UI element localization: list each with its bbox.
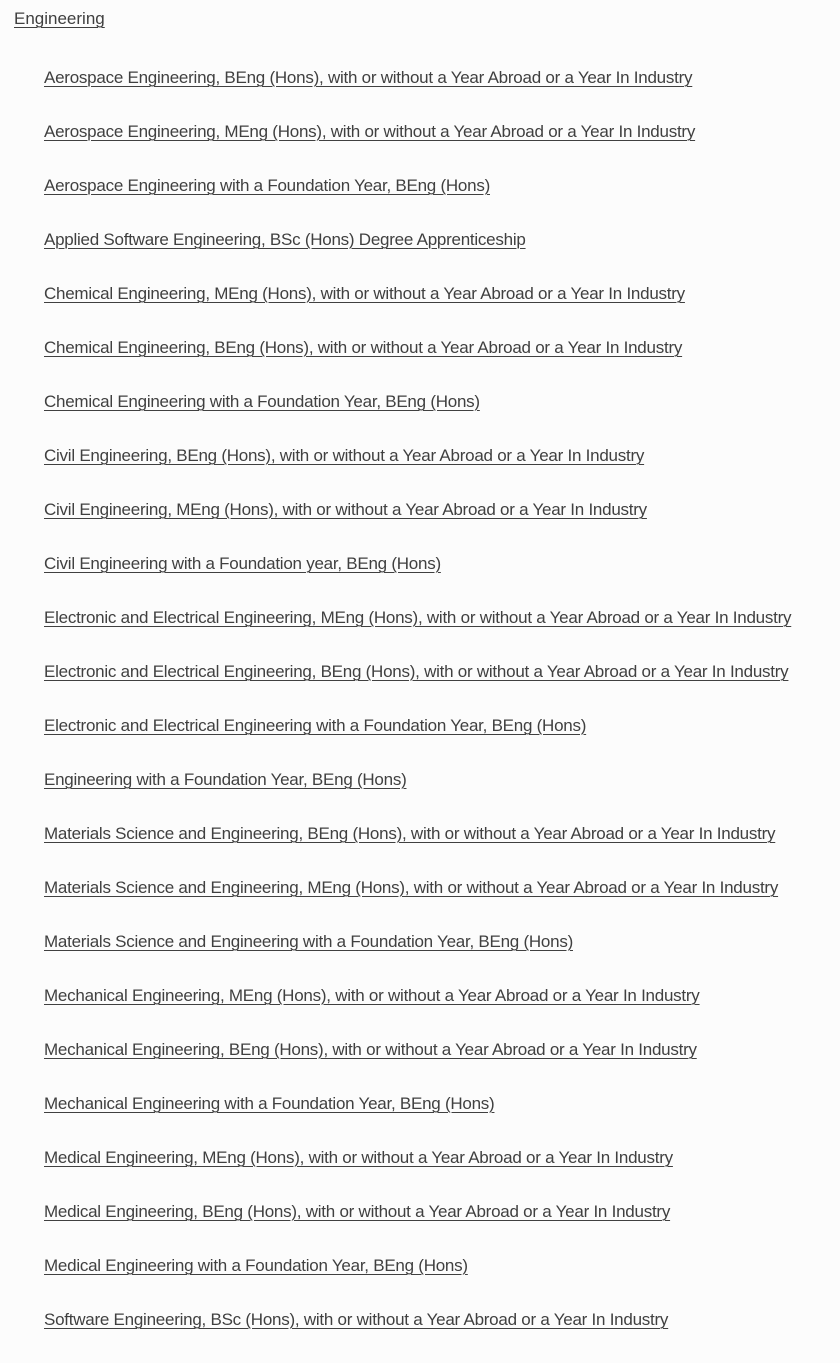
course-link[interactable]: Mechanical Engineering, MEng (Hons), with or without a Year Abroad or a Year In Industry <box>44 986 700 1005</box>
course-item <box>44 1309 840 1363</box>
course-item <box>44 1255 840 1309</box>
course-item <box>44 283 840 337</box>
course-link[interactable]: Civil Engineering, BEng (Hons), with or without a Year Abroad or a Year In Industry <box>44 446 645 465</box>
course-link[interactable]: Electronic and Electrical Engineering, BEng (Hons), with or without a Year Abroad or a Year In Industry <box>44 662 789 681</box>
course-link[interactable]: Chemical Engineering, BEng (Hons), with or without a Year Abroad or a Year In Industry <box>44 338 683 357</box>
course-link[interactable]: Medical Engineering with a Foundation Year, BEng (Hons) <box>44 1256 468 1275</box>
course-link[interactable]: Mechanical Engineering with a Foundation Year, BEng (Hons) <box>44 1094 495 1113</box>
course-item <box>44 1147 840 1201</box>
course-link[interactable]: Medical Engineering, BEng (Hons), with or without a Year Abroad or a Year In Industry <box>44 1202 671 1221</box>
course-item <box>44 445 840 499</box>
course-item <box>44 985 840 1039</box>
category-link-engineering[interactable]: Engineering <box>14 9 105 28</box>
course-link[interactable]: Chemical Engineering with a Foundation Year, BEng (Hons) <box>44 392 480 411</box>
course-link[interactable]: Civil Engineering, MEng (Hons), with or without a Year Abroad or a Year In Industry <box>44 500 647 519</box>
course-link[interactable]: Materials Science and Engineering with a Foundation Year, BEng (Hons) <box>44 932 573 951</box>
course-item <box>44 1039 840 1093</box>
course-link[interactable]: Engineering with a Foundation Year, BEng (Hons) <box>44 770 407 789</box>
course-item <box>44 1201 840 1255</box>
course-list <box>44 67 840 1363</box>
course-item <box>44 121 840 175</box>
course-item <box>44 877 840 931</box>
course-item <box>44 769 840 823</box>
course-item <box>44 931 840 985</box>
course-link[interactable]: Civil Engineering with a Foundation year, BEng (Hons) <box>44 554 441 573</box>
course-link[interactable]: Medical Engineering, MEng (Hons), with or without a Year Abroad or a Year In Industry <box>44 1148 673 1167</box>
course-item <box>44 229 840 283</box>
course-item <box>44 337 840 391</box>
course-link[interactable]: Electronic and Electrical Engineering, MEng (Hons), with or without a Year Abroad or a Year In Industry <box>44 608 792 627</box>
course-link[interactable]: Aerospace Engineering, BEng (Hons), with or without a Year Abroad or a Year In Industry <box>44 68 693 87</box>
course-link[interactable]: Applied Software Engineering, BSc (Hons) Degree Apprenticeship <box>44 230 526 249</box>
course-item <box>44 823 840 877</box>
course-link[interactable]: Electronic and Electrical Engineering with a Foundation Year, BEng (Hons) <box>44 716 587 735</box>
course-link[interactable]: Aerospace Engineering, MEng (Hons), with or without a Year Abroad or a Year In Industry <box>44 122 696 141</box>
course-item <box>44 607 840 661</box>
course-link[interactable]: Materials Science and Engineering, BEng (Hons), with or without a Year Abroad or a Year In Industry <box>44 824 776 843</box>
course-item <box>44 175 840 229</box>
course-link[interactable]: Mechanical Engineering, BEng (Hons), with or without a Year Abroad or a Year In Industry <box>44 1040 697 1059</box>
course-item <box>44 715 840 769</box>
course-link[interactable]: Aerospace Engineering with a Foundation Year, BEng (Hons) <box>44 176 490 195</box>
course-item <box>44 1093 840 1147</box>
course-link[interactable]: Materials Science and Engineering, MEng (Hons), with or without a Year Abroad or a Year In Industry <box>44 878 779 897</box>
course-link[interactable]: Chemical Engineering, MEng (Hons), with or without a Year Abroad or a Year In Industry <box>44 284 685 303</box>
course-link[interactable]: Software Engineering, BSc (Hons), with or without a Year Abroad or a Year In Industry <box>44 1310 669 1329</box>
course-item <box>44 661 840 715</box>
course-item <box>44 553 840 607</box>
course-item <box>44 391 840 445</box>
course-item <box>44 499 840 553</box>
course-item <box>44 67 840 121</box>
